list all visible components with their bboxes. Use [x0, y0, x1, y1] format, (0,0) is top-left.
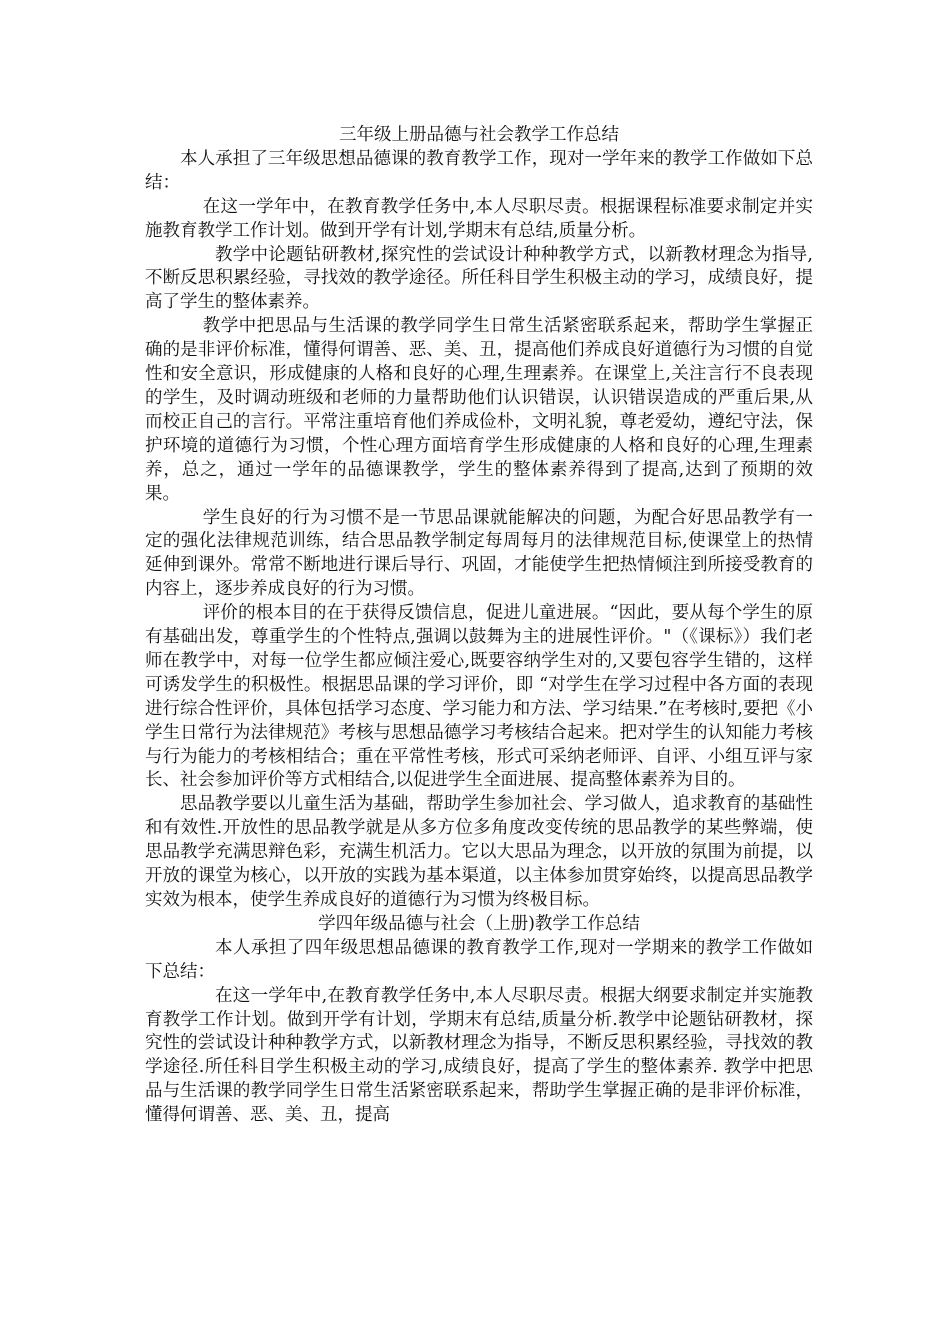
- document-title-grade3: 三年级上册品德与社会教学工作总结: [339, 125, 619, 145]
- paragraph-duties-grade4: 在这一学年中,在教育教学任务中,本人尽职尽责。根据大纲要求制定并实施教育教学工作计划。做到开学有计划，学期末有总结,质量分析.教学中论题钻研教材，探究性的尝试设计种种教学方式，以新教材理念为指导，不断反思积累经验，寻找效的教学途径.所任科目学生积极主动的学习,成绩良好，提高了学生的整体素养. 教学中把思品与生活课的教学同学生日常生活紧密联系起来，帮助学生掌握正确的是非评价标准，懂得何谓善、恶、美、丑，提高: [145, 985, 813, 1126]
- document-title-grade4: 学四年级品德与社会（上册)教学工作总结: [318, 913, 640, 934]
- paragraph-evaluation: 评价的根本目的在于获得反馈信息，促进儿童进展。“因此，要从每个学生的原有基础出发，尊重学生的个性特点,强调以鼓舞为主的进展性评价。"（《课标》）我们老师在教学中，对每一位学生都应倾注爱心,既要容纳学生对的,又要包容学生错的，这样可诱发学生的积极性。根据思品课的学习评价，即 “对学生在学习过程中各方面的表现进行综合性评价，具体包括学习态度、学习能力和方法、学习结果.”在考核时,要把《小学生日常行为法律规范》考核与思想品德学习考核结合起来。把对学生的认知能力考核与行为能力的考核相结合；重在平常性考核，形式可采纳老师评、自评、小组互评与家长、社会参加评价等方式相结合,以促进学生全面进展、提高整体素养为目的。: [145, 603, 813, 791]
- paragraph-duties: 在这一学年中，在教育教学任务中,本人尽职尽责。根据课程标准要求制定并实施教育教学工作计划。做到开学有计划,学期末有总结,质量分析。: [145, 196, 813, 241]
- paragraph-intro-grade4: 本人承担了四年级思想品德课的教育教学工作,现对一学期来的教学工作做如下总结：: [145, 937, 813, 982]
- document-page: [145, 124, 813, 1128]
- paragraph-life-connection: 教学中把思品与生活课的教学同学生日常生活紧密联系起来，帮助学生掌握正确的是非评价标准，懂得何谓善、恶、美、丑，提高他们养成良好道德行为习惯的自觉性和安全意识，形成健康的人格和良好的心理,生理素养。在课堂上,关注言行不良表现的学生，及时调动班级和老师的力量帮助他们认识错误，认识错误造成的严重后果,从而校正自己的言行。平常注重培育他们养成俭朴，文明礼貌，尊老爱幼，遵纪守法，保护环境的道德行为习惯，个性心理方面培育学生形成健康的人格和良好的心理,生理素养，总之，通过一学年的品德课教学，学生的整体素养得到了提高,达到了预期的效果。: [145, 316, 813, 504]
- paragraph-open-teaching: 思品教学要以儿童生活为基础，帮助学生参加社会、学习做人，追求教育的基础性和有效性.开放性的思品教学就是从多方位多角度改变传统的思品教学的某些弊端，使思品教学充满思辩色彩，充满生机活力。它以大思品为理念，以开放的氛围为前提，以开放的课堂为核心，以开放的实践为基本渠道，以主体参加贯穿始终，以提高思品教学实效为根本，使学生养成良好的道德行为习惯为终极目标。: [145, 794, 813, 910]
- paragraph-teaching-methods: 教学中论题钻研教材,探究性的尝试设计种种教学方式，以新教材理念为指导,不断反思积累经验，寻找效的教学途径。所任科目学生积极主动的学习，成绩良好，提高了学生的整体素养。: [145, 244, 813, 313]
- paragraph-intro: 本人承担了三年级思想品德课的教育教学工作，现对一学年来的教学工作做如下总结：: [145, 148, 813, 193]
- paragraph-habits: 学生良好的行为习惯不是一节思品课就能解决的问题，为配合好思品教学有一定的强化法律规范训练，结合思品教学制定每周每月的法律规范目标,使课堂上的热情延伸到课外。常常不断地进行课后导行、巩固，才能使学生把热情倾注到所接受教育的内容上，逐步养成良好的行为习惯。: [145, 507, 813, 600]
